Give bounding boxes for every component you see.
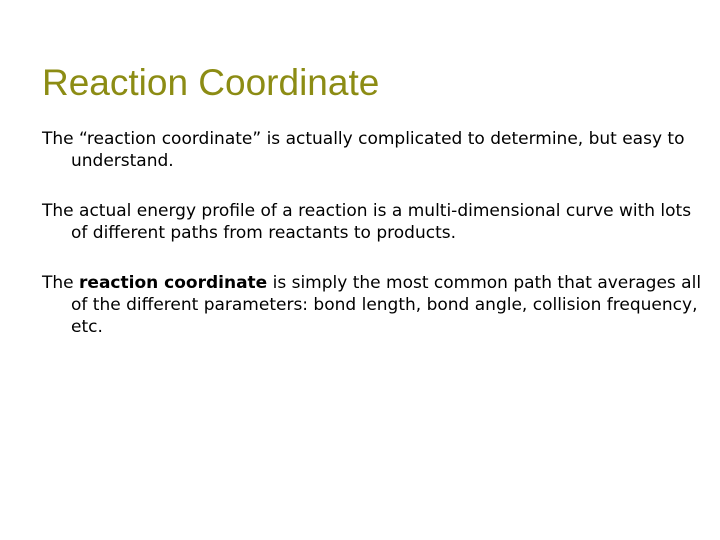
- slide-title: Reaction Coordinate: [42, 62, 380, 103]
- slide-body: [42, 128, 702, 366]
- paragraph-reaction-coordinate-definition: The “reaction coordinate” is actually complicated to determine, but easy to understand.: [42, 129, 685, 171]
- emphasized-term: reaction coordinate: [79, 273, 268, 293]
- paragraph-text-after: is simply the most common path that averages all of the different parameters: bond length, bond angle, collision frequency, etc.: [71, 273, 702, 337]
- paragraph-energy-profile: The actual energy profile of a reaction is a multi-dimensional curve with lots of different paths from reactants to products.: [42, 201, 692, 243]
- paragraph-most-common-path: [42, 272, 702, 338]
- paragraph-text-before: The: [42, 273, 80, 293]
